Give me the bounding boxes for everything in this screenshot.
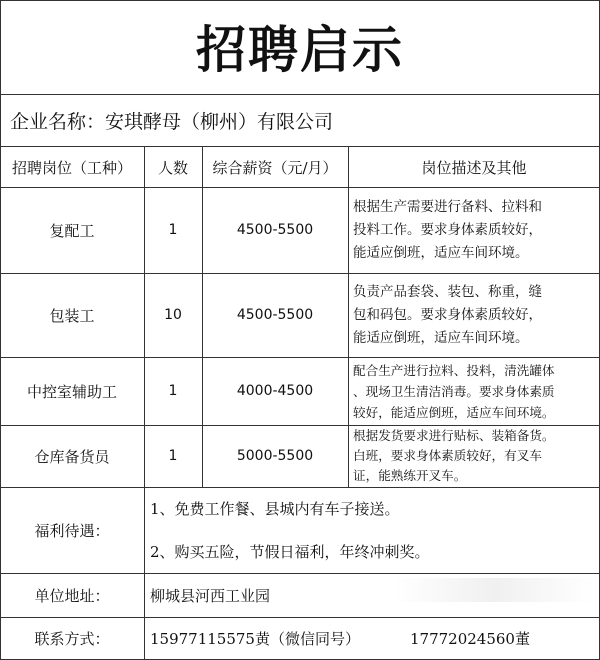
contact-label: 联系方式：: [34, 630, 110, 648]
table-border: [348, 146, 349, 487]
faint-watermark: [394, 578, 594, 602]
table-border: [0, 0, 600, 1]
description-line: 白班，要求身体素质较好，有叉车: [353, 448, 542, 463]
description-line: 证，能熟练开叉车。: [353, 468, 467, 483]
description-line: 包和码包。要求身体素质较好，: [353, 306, 542, 323]
description-line: 投料工作。要求身体素质较好，: [353, 221, 542, 238]
company-name: 安琪酵母（柳州）有限公司: [105, 110, 334, 133]
company-row: [0, 96, 600, 144]
table-border: [0, 146, 600, 147]
table-border: [0, 425, 600, 426]
table-border: [144, 146, 145, 660]
table-row-salary: 4500-5500: [236, 222, 314, 238]
address-label: 单位地址：: [34, 586, 110, 605]
table-row-salary: 5000-5500: [236, 448, 314, 464]
table-border: [0, 617, 600, 618]
contact-phone-dong: 17772024560董: [410, 630, 530, 648]
table-border: [202, 146, 203, 487]
benefit-item: 1、免费工作餐、县城内有车子接送。: [150, 500, 400, 518]
table-border: [0, 487, 600, 488]
description-line: 能适应倒班，适应车间环境。: [353, 329, 529, 346]
description-line: 负责产品套袋、装包、称重，缝: [353, 283, 542, 300]
table-row-position: 仓库备货员: [34, 447, 110, 466]
description-line: 根据发货要求进行贴标、装箱备货。: [353, 428, 555, 443]
description-line: 根据生产需要进行备料、拉料和: [353, 198, 542, 215]
table-border: [0, 573, 600, 574]
table-border: [0, 273, 600, 274]
address-value: 柳城县河西工业园: [150, 586, 271, 605]
table-row-position: 包装工: [49, 306, 95, 325]
table-row-position: 中控室辅助工: [26, 382, 117, 401]
table-row-count: 1: [168, 222, 178, 238]
table-row-salary: 4500-5500: [236, 307, 314, 323]
header-salary: 综合薪资（元/月）: [212, 158, 338, 177]
header-position: 招聘岗位（工种）: [11, 158, 132, 177]
page-title: 招聘启示: [196, 20, 404, 79]
header-description: 岗位描述及其他: [421, 158, 527, 177]
table-row-salary: 4000-4500: [236, 383, 314, 399]
description-line: 较好，能适应倒班，适应车间环境。: [353, 404, 555, 420]
table-row-description: [348, 187, 600, 273]
table-row-description: [348, 273, 600, 357]
description-line: 、现场卫生清洁消毒。要求身体素质: [353, 383, 555, 399]
table-row-position: 复配工: [49, 221, 95, 240]
table-border: [0, 0, 1, 660]
table-row-count: 1: [168, 383, 178, 399]
table-row-description: [348, 357, 600, 425]
table-border: [0, 187, 600, 188]
company-label: 企业名称：: [10, 110, 106, 133]
table-row-description: [348, 425, 600, 487]
contact-phone-huang: 15977115575黄（微信同号）: [150, 630, 360, 648]
header-count: 人数: [157, 158, 188, 177]
description-line: 配合生产进行拉料、投料，清洗罐体: [353, 362, 555, 378]
benefit-item: 2、购买五险，节假日福利，年终冲刺奖。: [150, 543, 430, 561]
description-line: 能适应倒班，适应车间环境。: [353, 244, 529, 261]
table-border: [0, 94, 600, 95]
table-row-count: 1: [168, 448, 178, 464]
table-border: [0, 357, 600, 358]
benefits-label: 福利待遇：: [34, 521, 110, 540]
table-row-count: 10: [164, 307, 182, 323]
